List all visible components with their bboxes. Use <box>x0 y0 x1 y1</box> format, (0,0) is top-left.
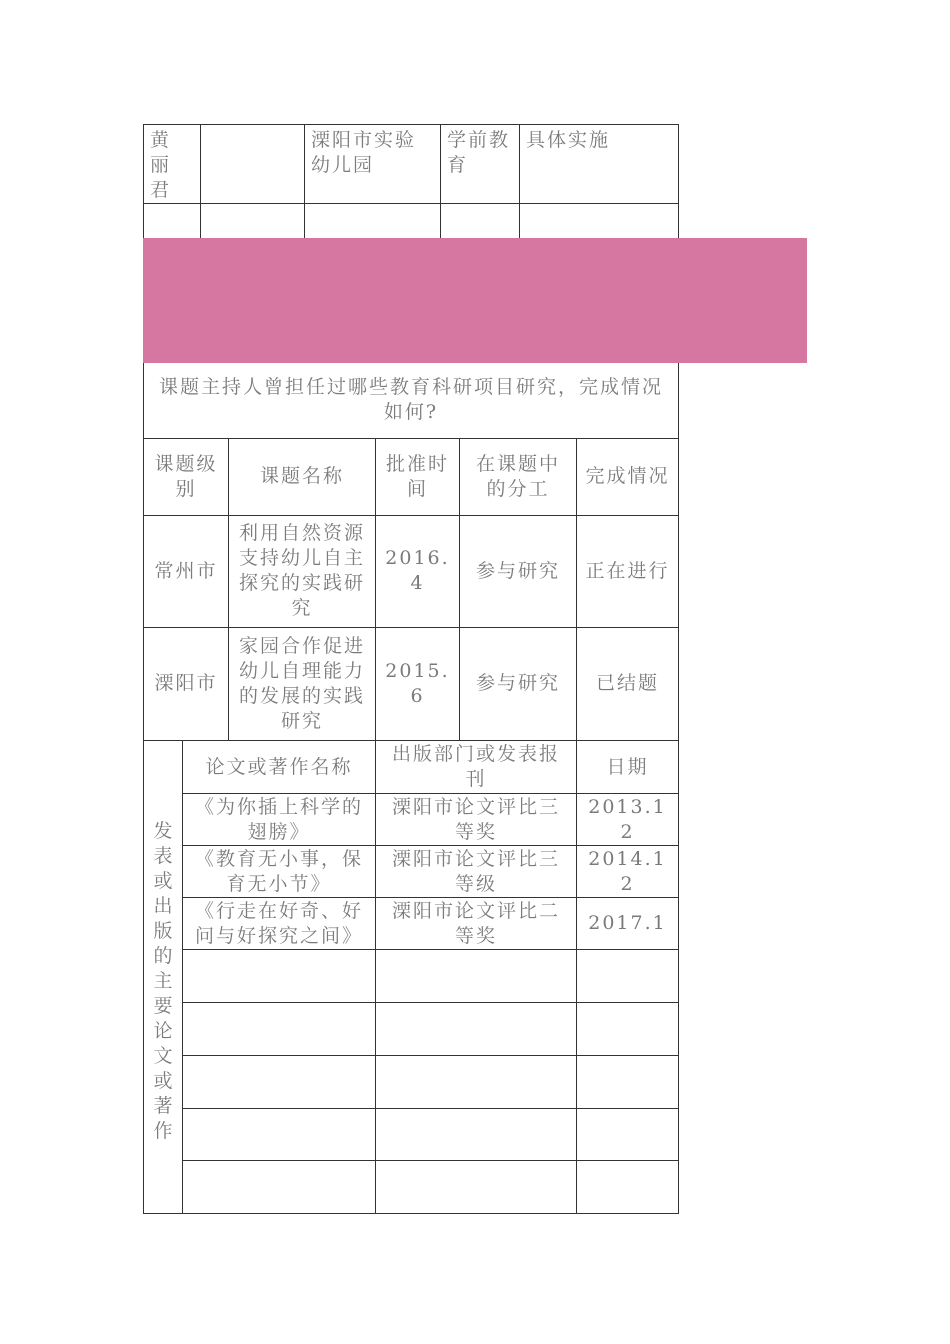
paper-row <box>144 794 679 846</box>
paper-title: 《为你插上科学的翅膀》 <box>183 794 376 846</box>
project-date: 2016.4 <box>376 515 460 627</box>
header-date: 批准时间 <box>376 438 460 515</box>
paper-publisher <box>376 1109 577 1161</box>
project-status: 正在进行 <box>577 515 679 627</box>
paper-publisher <box>376 1161 577 1214</box>
paper-row <box>144 898 679 950</box>
paper-date <box>577 1056 679 1109</box>
question-row <box>144 363 679 438</box>
member-role: 具体实施 <box>520 125 679 204</box>
member-name: 黄丽君 <box>144 125 201 204</box>
paper-title <box>183 1003 376 1056</box>
member-cell <box>441 204 520 242</box>
pink-banner <box>143 238 807 363</box>
paper-row-empty <box>144 1109 679 1161</box>
member-row-empty <box>144 204 679 242</box>
paper-publisher: 溧阳市论文评比三等级 <box>376 846 577 898</box>
header-paper-date: 日期 <box>577 741 679 794</box>
paper-date: 2017.1 <box>577 898 679 950</box>
paper-date: 2014.12 <box>577 846 679 898</box>
paper-date <box>577 1109 679 1161</box>
papers-header-row <box>144 741 679 794</box>
paper-title: 《教育无小事，保育无小节》 <box>183 846 376 898</box>
project-role: 参与研究 <box>460 515 577 627</box>
member-unit: 溧阳市实验幼儿园 <box>305 125 441 204</box>
header-name: 课题名称 <box>229 438 376 515</box>
paper-publisher <box>376 1003 577 1056</box>
project-role: 参与研究 <box>460 627 577 740</box>
paper-row <box>144 846 679 898</box>
header-level: 课题级别 <box>144 438 229 515</box>
paper-row-empty <box>144 1056 679 1109</box>
paper-title: 《行走在好奇、好问与好探究之间》 <box>183 898 376 950</box>
paper-publisher <box>376 1056 577 1109</box>
member-cell <box>144 204 201 242</box>
member-cell <box>305 204 441 242</box>
paper-date <box>577 1161 679 1214</box>
header-role: 在课题中的分工 <box>460 438 577 515</box>
papers-side-label-text: 发表或出版的主要论文或著作 <box>153 820 173 1143</box>
paper-title <box>183 1109 376 1161</box>
header-status: 完成情况 <box>577 438 679 515</box>
paper-date <box>577 950 679 1003</box>
paper-title <box>183 950 376 1003</box>
member-cell <box>201 125 305 204</box>
projects-header-row <box>144 438 679 515</box>
paper-title <box>183 1161 376 1214</box>
project-level: 溧阳市 <box>144 627 229 740</box>
paper-row-empty <box>144 1161 679 1214</box>
projects-table <box>143 363 679 741</box>
project-row <box>144 515 679 627</box>
papers-table <box>143 740 679 1214</box>
member-table <box>143 124 679 242</box>
paper-row-empty <box>144 950 679 1003</box>
paper-date: 2013.12 <box>577 794 679 846</box>
member-row <box>144 125 679 204</box>
project-level: 常州市 <box>144 515 229 627</box>
member-major: 学前教育 <box>441 125 520 204</box>
member-cell <box>201 204 305 242</box>
project-status: 已结题 <box>577 627 679 740</box>
paper-title <box>183 1056 376 1109</box>
question-text: 课题主持人曾担任过哪些教育科研项目研究，完成情况如何? <box>144 363 679 438</box>
paper-date <box>577 1003 679 1056</box>
member-cell <box>520 204 679 242</box>
paper-publisher <box>376 950 577 1003</box>
header-paper-title: 论文或著作名称 <box>183 741 376 794</box>
header-publisher: 出版部门或发表报刊 <box>376 741 577 794</box>
paper-publisher: 溧阳市论文评比三等奖 <box>376 794 577 846</box>
paper-row-empty <box>144 1003 679 1056</box>
paper-publisher: 溧阳市论文评比二等奖 <box>376 898 577 950</box>
project-date: 2015.6 <box>376 627 460 740</box>
papers-side-label <box>144 741 183 1214</box>
project-name: 家园合作促进幼儿自理能力的发展的实践研究 <box>229 627 376 740</box>
project-row <box>144 627 679 740</box>
project-name: 利用自然资源支持幼儿自主探究的实践研究 <box>229 515 376 627</box>
